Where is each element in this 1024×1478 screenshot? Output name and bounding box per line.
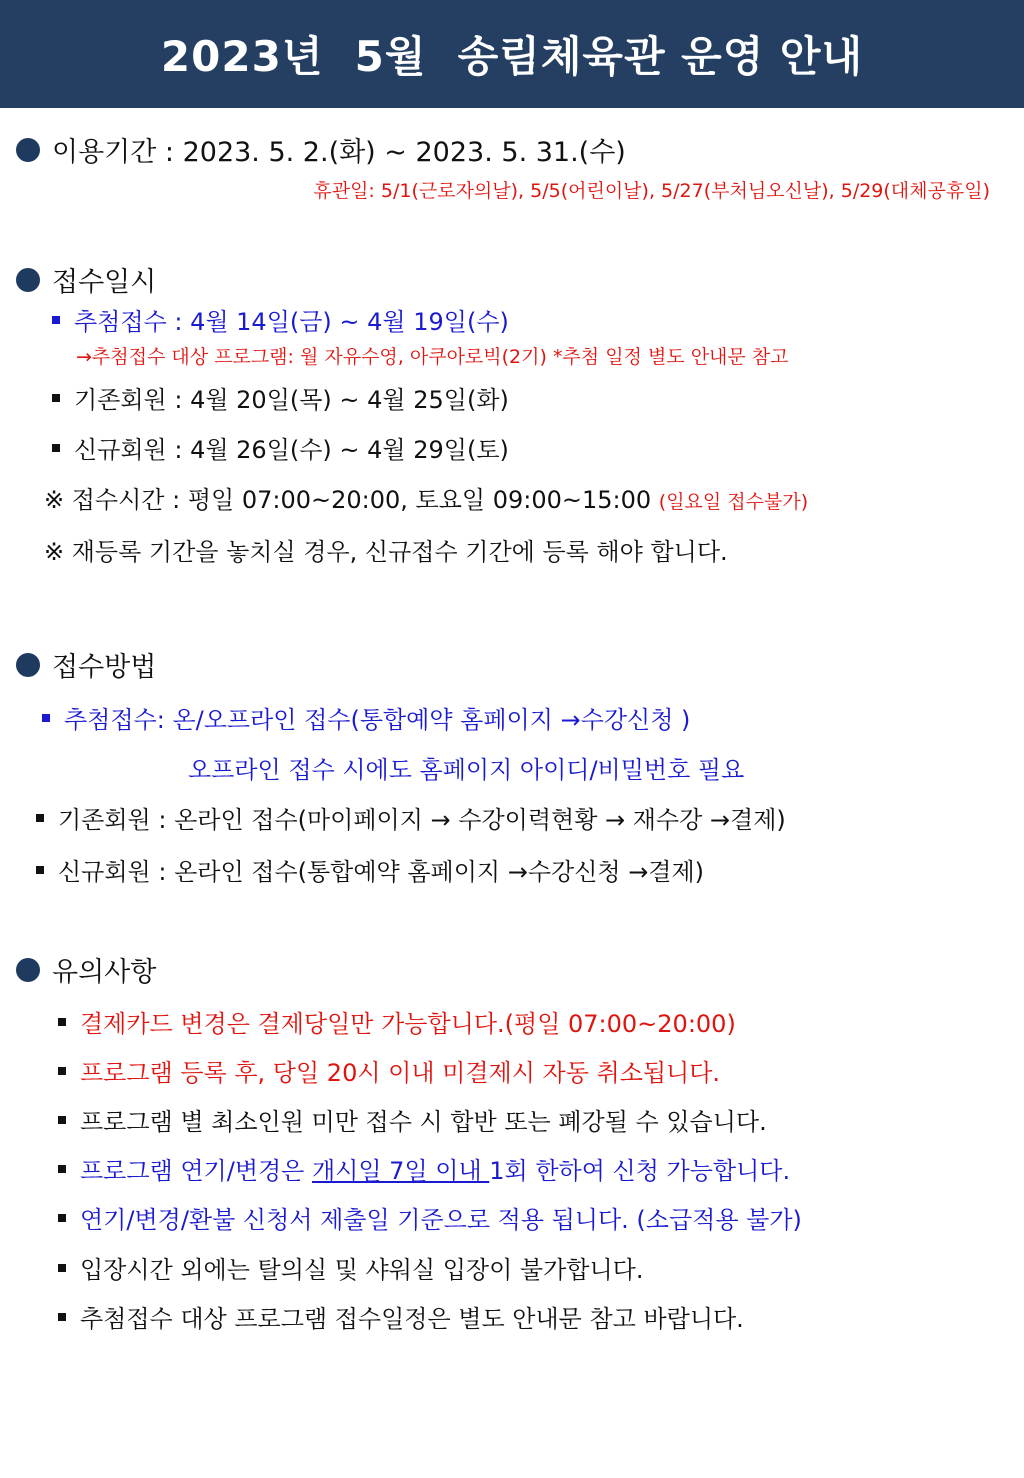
lottery-method	[42, 700, 690, 735]
new-member-dates-text: 신규회원 : 4월 26일(수) ~ 4월 29일(토)	[74, 436, 509, 464]
existing-member-dates	[52, 380, 509, 415]
period-section	[16, 130, 626, 169]
existing-member-dates-text: 기존회원 : 4월 20일(목) ~ 4월 25일(화)	[74, 386, 509, 414]
square-bullet-icon	[58, 1116, 66, 1124]
lottery-dates-text: 추첨접수 : 4월 14일(금) ~ 4월 19일(수)	[74, 308, 509, 336]
square-bullet-icon	[58, 1214, 66, 1222]
note-item	[58, 1200, 802, 1235]
closed-days: 휴관일: 5/1(근로자의날), 5/5(어린이날), 5/27(부처님오신날), 5/29(대체공휴일)	[313, 180, 990, 202]
lottery-note: →추첨접수 대상 프로그램: 월 자유수영, 아쿠아로빅(2기) *추첨 일정 별도 안내문 참고	[76, 346, 789, 368]
existing-member-method	[36, 800, 786, 835]
section-title: 접수일시	[52, 267, 157, 298]
page-title: 2023년 5월 송림체육관 운영 안내	[160, 32, 864, 81]
underlined-deadline: 개시일 7일 이내	[312, 1157, 490, 1185]
note-item	[58, 1299, 744, 1334]
section-title: 접수방법	[52, 652, 157, 683]
registration-hours-text: ※ 접수시간 : 평일 07:00~20:00, 토요일 09:00~15:00	[44, 486, 652, 514]
registration-dates-title	[16, 260, 156, 299]
note-text: 프로그램 연기/변경은	[80, 1157, 312, 1185]
lottery-method-text: 추첨접수: 온/오프라인 접수(통합예약 홈페이지 →수강신청 )	[64, 706, 691, 734]
section-title: 유의사항	[52, 957, 157, 988]
square-bullet-icon	[58, 1067, 66, 1075]
note-text: 1회 한하여 신청 가능합니다.	[489, 1157, 791, 1185]
existing-member-method-text: 기존회원 : 온라인 접수(마이페이지 → 수강이력현황 → 재수강 →결제)	[58, 806, 786, 834]
note-text: 프로그램 별 최소인원 미만 접수 시 합반 또는 폐강될 수 있습니다.	[80, 1108, 767, 1136]
note-text: 추첨접수 대상 프로그램 접수일정은 별도 안내문 참고 바랍니다.	[80, 1305, 744, 1333]
missed-period-note: ※ 재등록 기간을 놓치실 경우, 신규접수 기간에 등록 해야 합니다.	[44, 538, 728, 566]
square-bullet-icon	[52, 316, 60, 324]
note-text: 프로그램 등록 후, 당일 20시 이내 미결제시 자동 취소됩니다.	[80, 1059, 721, 1087]
lottery-dates	[52, 302, 509, 337]
note-item	[58, 1004, 736, 1039]
note-text: 입장시간 외에는 탈의실 및 샤워실 입장이 불가합니다.	[80, 1256, 644, 1284]
bullet-dot-icon	[16, 653, 40, 677]
note-text: 결제카드 변경은 결제당일만 가능합니다.(평일 07:00~20:00)	[80, 1010, 736, 1038]
offline-note: 오프라인 접수 시에도 홈페이지 아이디/비밀번호 필요	[188, 756, 745, 784]
note-item	[58, 1102, 767, 1137]
notes-title	[16, 950, 156, 989]
note-text: 연기/변경/환불 신청서 제출일 기준으로 적용 됩니다. (소급적용 불가)	[80, 1206, 802, 1234]
square-bullet-icon	[52, 444, 60, 452]
square-bullet-icon	[58, 1264, 66, 1272]
bullet-dot-icon	[16, 138, 40, 162]
header-banner	[0, 0, 1024, 108]
bullet-dot-icon	[16, 958, 40, 982]
new-member-dates	[52, 430, 509, 465]
square-bullet-icon	[36, 866, 44, 874]
sunday-note: (일요일 접수불가)	[658, 491, 809, 513]
square-bullet-icon	[58, 1165, 66, 1173]
registration-method-title	[16, 645, 156, 684]
registration-hours	[44, 480, 808, 515]
square-bullet-icon	[52, 394, 60, 402]
note-item	[58, 1250, 643, 1285]
bullet-dot-icon	[16, 268, 40, 292]
square-bullet-icon	[58, 1018, 66, 1026]
square-bullet-icon	[36, 814, 44, 822]
note-item-postpone	[58, 1151, 790, 1186]
square-bullet-icon	[42, 714, 50, 722]
square-bullet-icon	[58, 1313, 66, 1321]
period-label: 이용기간 : 2023. 5. 2.(화) ~ 2023. 5. 31.(수)	[52, 137, 626, 168]
new-member-method-text: 신규회원 : 온라인 접수(통합예약 홈페이지 →수강신청 →결제)	[58, 858, 705, 886]
new-member-method	[36, 852, 704, 887]
note-item	[58, 1053, 720, 1088]
